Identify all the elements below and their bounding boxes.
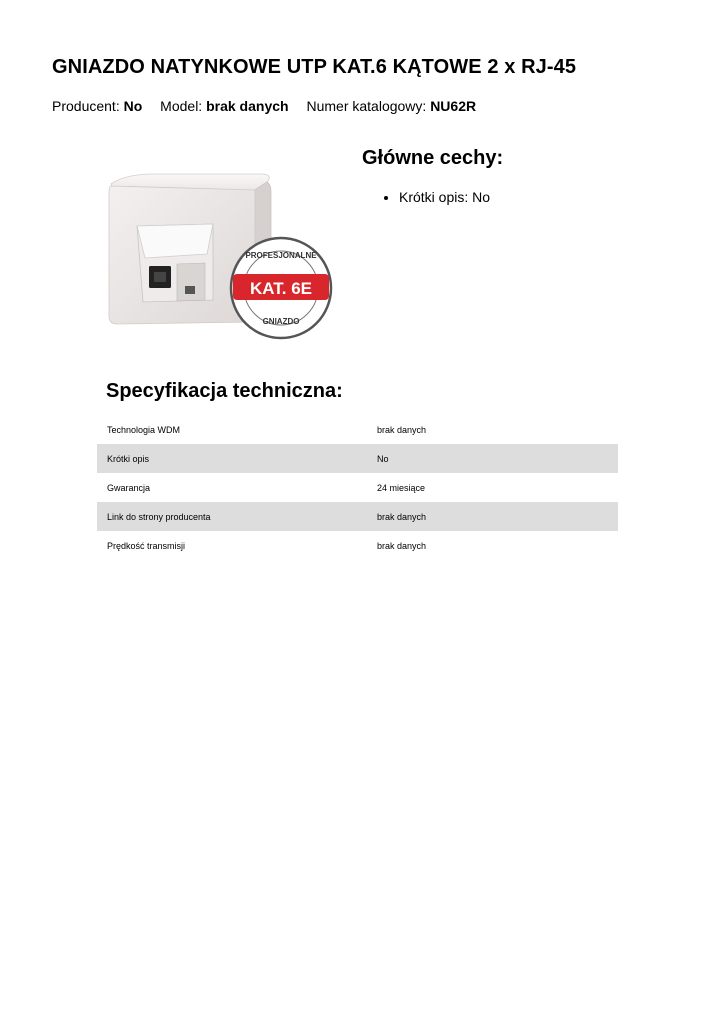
model-info [160, 98, 292, 114]
model-value: brak danych [206, 98, 289, 114]
features-title: Główne cechy: [362, 147, 504, 169]
spec-name: Technologia WDM [107, 424, 181, 435]
spec-value: brak danych [367, 502, 618, 531]
table-row [97, 502, 618, 531]
badge-main-text: KAT. 6E [249, 279, 313, 298]
product-image [95, 160, 335, 345]
table-row [97, 531, 618, 560]
kat-6e-badge [231, 238, 331, 338]
spec-name: Prędkość transmisji [107, 540, 186, 551]
page-title: GNIAZDO NATYNKOWE UTP KAT.6 KĄTOWE 2 x RJ-45 [52, 56, 577, 78]
feature-item: • Krótki opis: No [399, 189, 490, 205]
product-meta [52, 98, 490, 114]
catalog-value: NU62R [430, 98, 477, 114]
wall-socket-illustration [95, 160, 335, 345]
spec-table [97, 415, 618, 560]
producer-label: Producent: [52, 98, 120, 114]
badge-top-text: PROFESJONALNE [245, 251, 317, 260]
spec-title: Specyfikacja techniczna: [106, 380, 343, 402]
table-row [97, 473, 618, 502]
table-row [97, 444, 618, 473]
catalog-info [306, 98, 476, 114]
table-row [97, 415, 618, 444]
spec-value: brak danych [377, 540, 427, 551]
spec-name: Krótki opis [97, 444, 367, 473]
producer-info [52, 98, 146, 114]
spec-value: brak danych [377, 424, 427, 435]
spec-value: 24 miesiące [377, 482, 426, 493]
badge-bottom-text: GNIAZDO [262, 317, 300, 326]
catalog-label: Numer katalogowy: [306, 98, 427, 114]
spec-name: Gwarancja [107, 482, 151, 493]
model-label: Model: [160, 98, 203, 114]
spec-name: Link do strony producenta [97, 502, 367, 531]
features-list [384, 189, 490, 205]
producer-value: No [123, 98, 143, 114]
spec-value: No [367, 444, 618, 473]
